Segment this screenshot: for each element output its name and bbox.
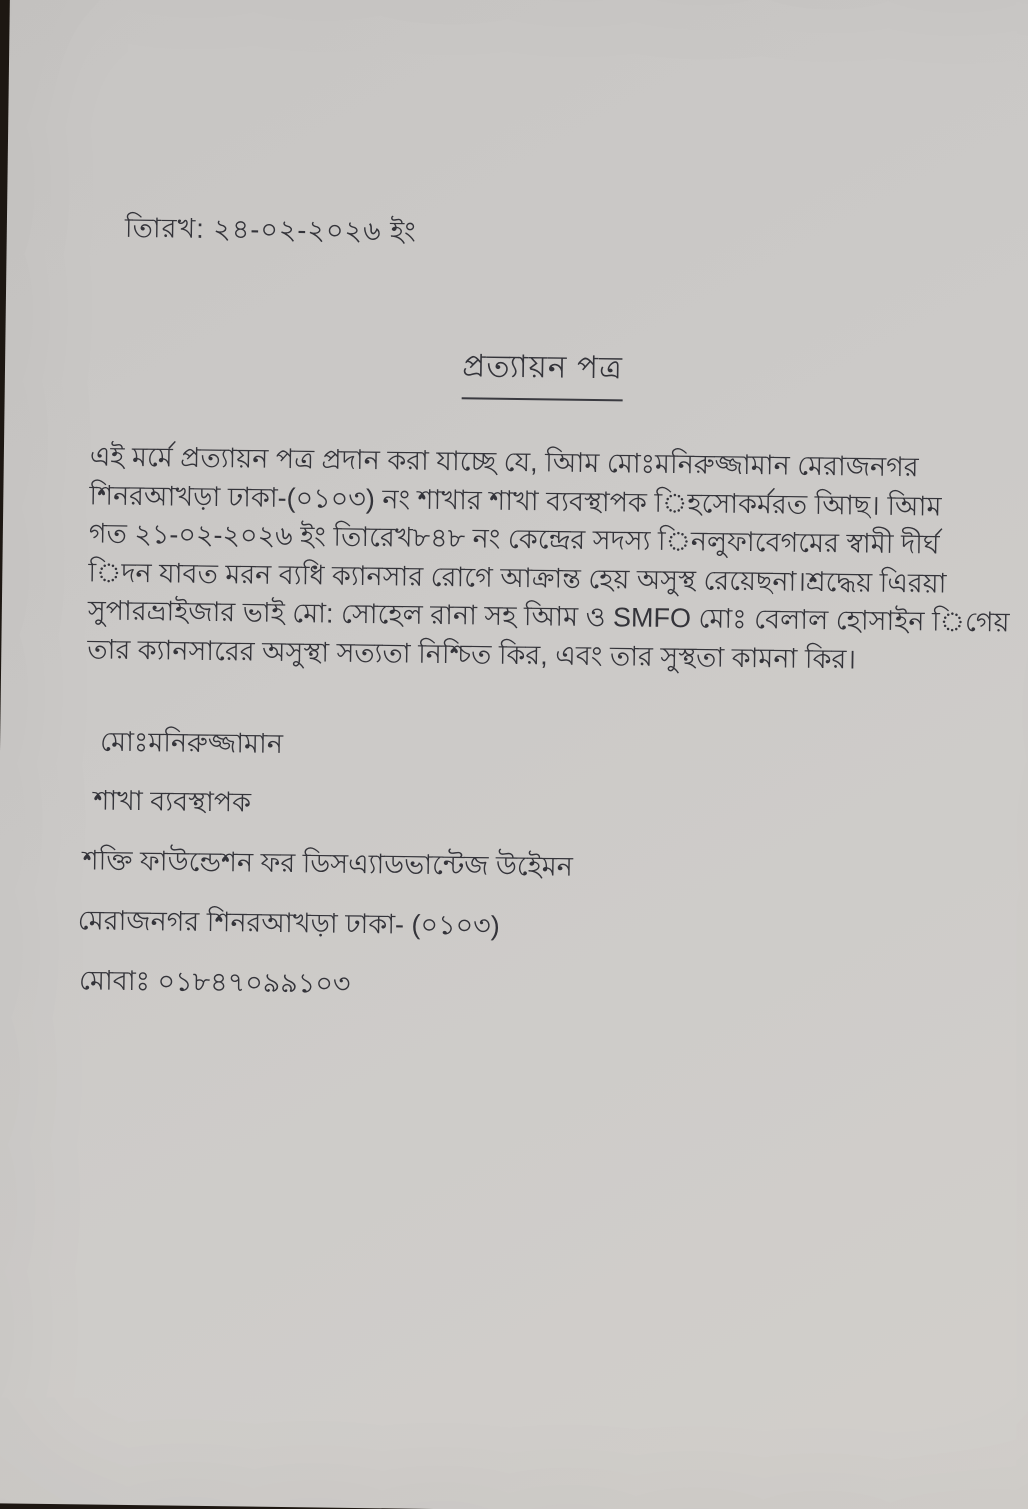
signatory-name: মোঃমনিরুজ্জামান	[99, 726, 284, 759]
organization-address: মেরাজনগর শিনরআখড়া ঢাকা- (০১০৩)	[77, 905, 500, 941]
body-paragraph	[87, 437, 1010, 679]
body-line: সুপারভ্রাইজার ভাই মো: সোহেল রানা সহ আিম ও SMFO মোঃ বেলাল হোসাইন িগেয়	[87, 595, 1010, 638]
date-line: তািরখ: ২৪-০২-২০২৬ ইং	[124, 212, 418, 247]
body-line: গত ২১-০২-২০২৬ ইং তািরেখ৮৪৮ নং কেন্দ্রের সদস্য িনলুফাবেগমের স্বামী দীর্ঘ	[88, 518, 940, 560]
body-line: তার ক্যানসারের অসুস্থা সত্যতা নিশ্চিত কির, এবং তার সুস্থতা কামনা কির।	[87, 633, 857, 674]
signature-block	[76, 727, 574, 1031]
body-line: িদন যাবত মরন ব্যধি ক্যানসার রোগে আক্রান্ত হেয় অসুস্থ রেয়েছনা।শ্রদ্ধেয় এিরয়া	[88, 556, 947, 599]
organization-name: শক্তি ফাউন্ডেশন ফর ডিসএ্যাডভান্টেজ উইেমন	[82, 845, 574, 882]
body-line: শিনরআখড়া ঢাকা-(০১০৩) নং শাখার শাখা ব্যবস্থাপক িহসােকর্মরত আিছ। আিম	[89, 479, 942, 522]
body-line: এই মর্মে প্রত্যায়ন পত্র প্রদান করা যাচ্ছে যে, আিম মোঃমনিরুজ্জামান মেরাজনগর	[89, 441, 919, 483]
document-title-text: প্রত্যায়ন পত্র	[462, 342, 623, 401]
document-title	[5, 336, 1028, 407]
mobile-number: মোবাঃ ০১৮৪৭০৯৯১০৩	[78, 965, 351, 999]
signatory-designation: শাখা ব্যবস্থাপক	[93, 785, 252, 818]
